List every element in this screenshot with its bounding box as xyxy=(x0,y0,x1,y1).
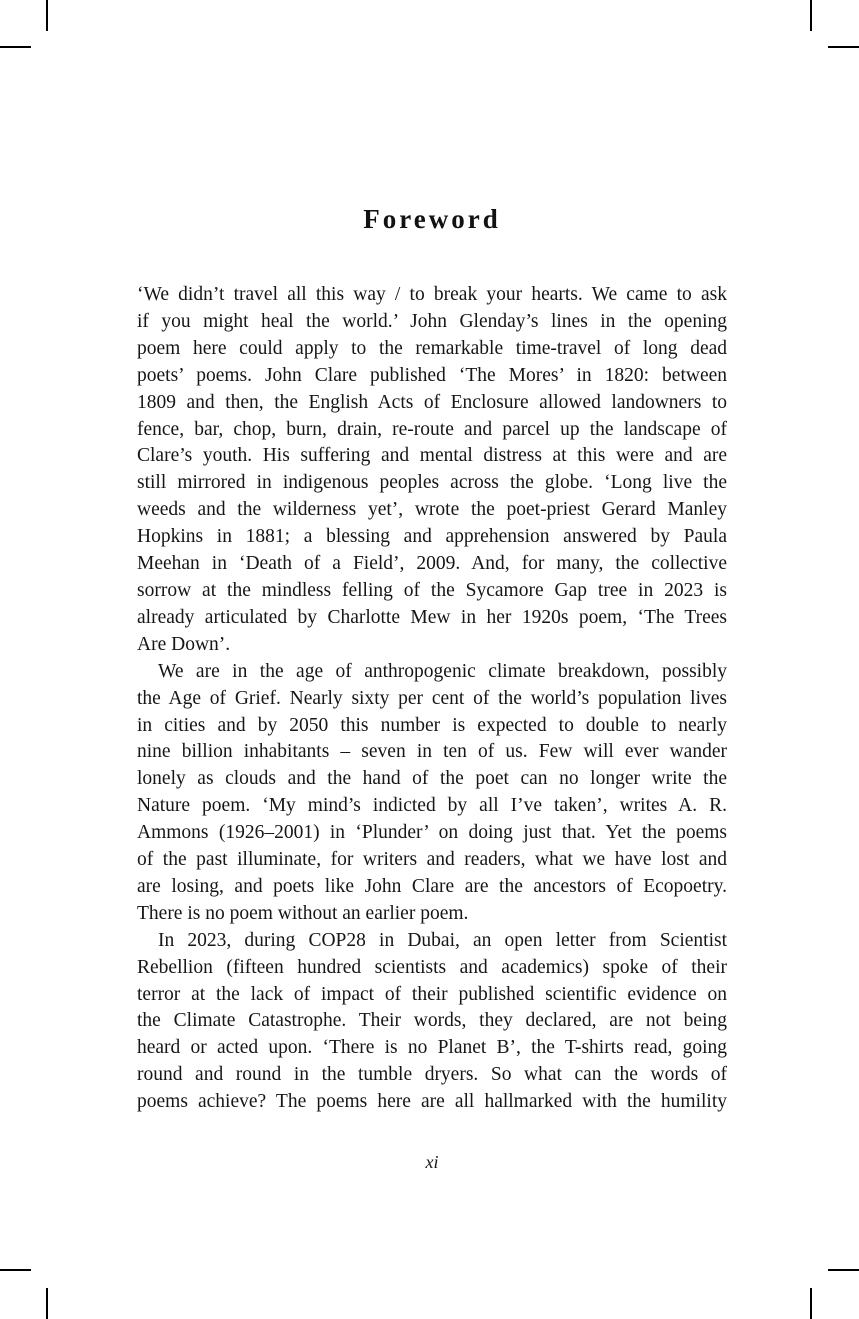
text-line: poets’ poems. John Clare published ‘The Mores’ in 1820: between xyxy=(137,364,727,386)
text-line: Clare’s youth. His suffering and mental distress at this were and are xyxy=(137,445,727,467)
crop-mark-top-left-vertical xyxy=(46,0,48,31)
text-line: heard or acted upon. ‘There is no Planet B’, the T-shirts read, going xyxy=(137,1037,727,1059)
text-line: Rebellion (fifteen hundred scientists and academics) spoke of their xyxy=(137,956,727,978)
text-line: Ammons (1926–2001) in ‘Plunder’ on doing just that. Yet the poems xyxy=(137,822,727,844)
text-line: round and round in the tumble dryers. So what can the words of xyxy=(137,1064,727,1086)
text-line: still mirrored in indigenous peoples across the globe. ‘Long live the xyxy=(137,472,727,494)
crop-mark-bottom-left-horizontal xyxy=(0,1269,31,1271)
crop-mark-bottom-right-vertical xyxy=(810,1288,812,1319)
text-line: weeds and the wilderness yet’, wrote the poet-priest Gerard Manley xyxy=(137,499,727,521)
text-line: Meehan in ‘Death of a Field’, 2009. And, for many, the collective xyxy=(137,553,727,575)
text-line: if you might heal the world.’ John Glenday’s lines in the opening xyxy=(137,310,727,332)
text-line: lonely as clouds and the hand of the poet can no longer write the xyxy=(137,768,727,790)
text-line: poem here could apply to the remarkable time-travel of long dead xyxy=(137,337,727,359)
text-line: There is no poem without an earlier poem. xyxy=(137,902,469,924)
text-line: are losing, and poets like John Clare are the ancestors of Ecopoetry. xyxy=(137,875,727,897)
crop-mark-bottom-right-horizontal xyxy=(828,1269,859,1271)
page-number: xi xyxy=(425,1152,439,1172)
crop-mark-top-left-horizontal xyxy=(0,46,31,48)
text-line: 1809 and then, the English Acts of Enclosure allowed landowners to xyxy=(137,391,727,413)
text-line: Nature poem. ‘My mind’s indicted by all I’ve taken’, writes A. R. xyxy=(137,795,727,817)
text-line: nine billion inhabitants – seven in ten of us. Few will ever wander xyxy=(137,741,727,763)
text-line: already articulated by Charlotte Mew in her 1920s poem, ‘The Trees xyxy=(137,606,727,628)
text-line: sorrow at the mindless felling of the Sycamore Gap tree in 2023 is xyxy=(137,579,727,601)
page-title: Foreword xyxy=(363,204,501,234)
text-line: terror at the lack of impact of their published scientific evidence on xyxy=(137,983,727,1005)
text-block xyxy=(137,282,727,1116)
text-line: poems achieve? The poems here are all hallmarked with the humility xyxy=(137,1091,727,1113)
text-line: Hopkins in 1881; a blessing and apprehension answered by Paula xyxy=(137,526,727,548)
crop-mark-top-right-vertical xyxy=(810,0,812,31)
text-line: Are Down’. xyxy=(137,633,231,655)
text-line: fence, bar, chop, burn, drain, re-route and parcel up the landscape of xyxy=(137,418,727,440)
text-line: of the past illuminate, for writers and readers, what we have lost and xyxy=(137,849,727,871)
text-line: the Climate Catastrophe. Their words, they declared, are not being xyxy=(137,1010,727,1032)
crop-mark-top-right-horizontal xyxy=(828,46,859,48)
text-line: We are in the age of anthropogenic climate breakdown, possibly xyxy=(158,660,727,682)
text-line: in cities and by 2050 this number is expected to double to nearly xyxy=(137,714,727,736)
crop-mark-bottom-left-vertical xyxy=(46,1288,48,1319)
text-line: In 2023, during COP28 in Dubai, an open letter from Scientist xyxy=(158,929,727,951)
text-line: the Age of Grief. Nearly sixty per cent of the world’s population lives xyxy=(137,687,727,709)
text-line: ‘We didn’t travel all this way / to break your hearts. We came to ask xyxy=(137,284,727,305)
